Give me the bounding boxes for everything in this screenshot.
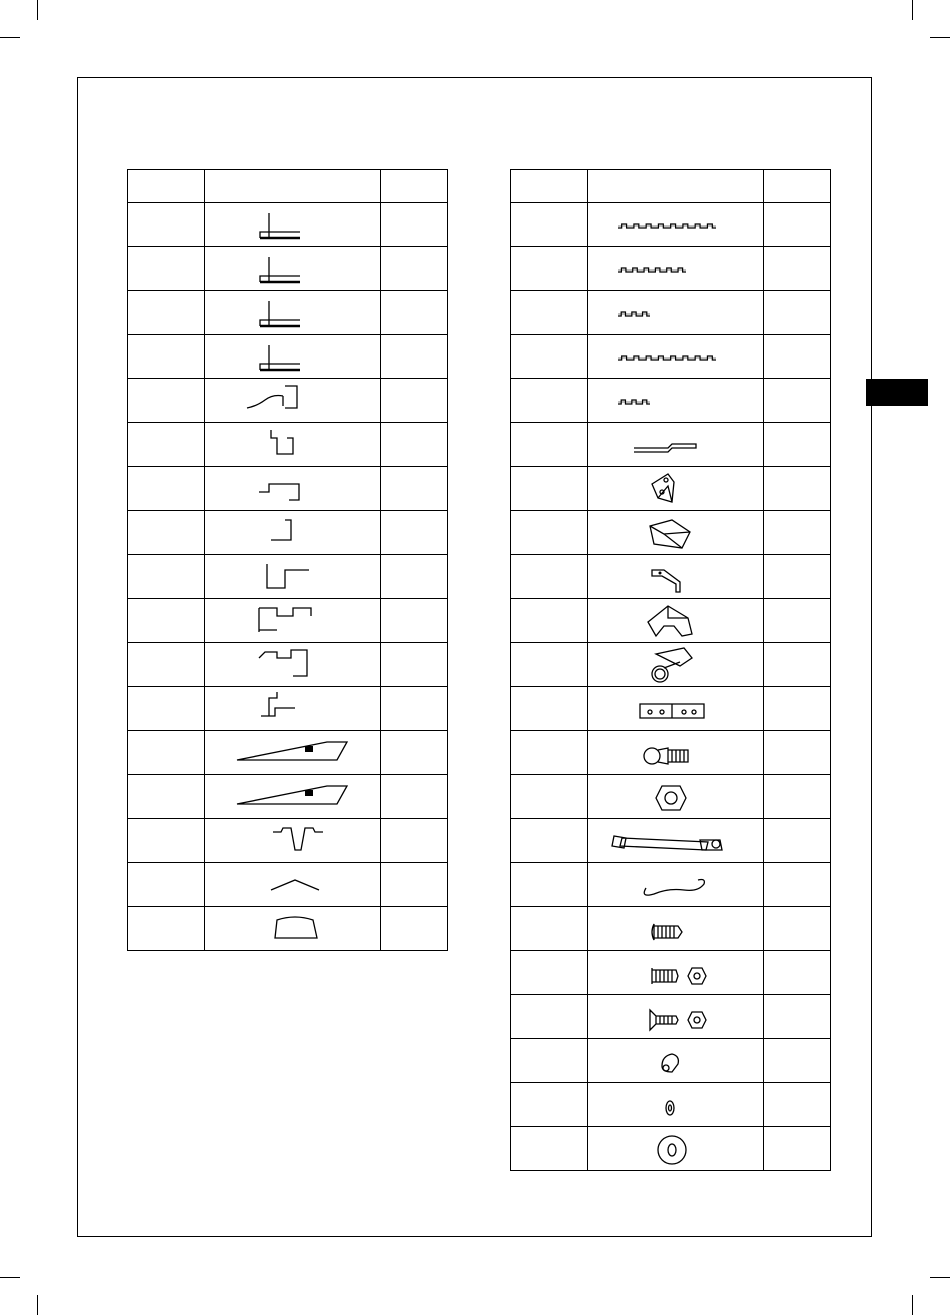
quantity-cell	[381, 467, 448, 511]
crop-mark	[912, 0, 913, 20]
part-number-cell	[128, 511, 205, 555]
part-picture-cell	[588, 423, 764, 467]
quantity-cell	[381, 599, 448, 643]
roof-corner-cap-icon	[588, 600, 764, 642]
table-row	[128, 291, 448, 335]
hook-bracket-icon	[588, 556, 764, 598]
part-number-cell	[511, 247, 588, 291]
part-number-cell	[511, 775, 588, 819]
table-row	[128, 599, 448, 643]
long-corrugated-strip-icon	[588, 336, 764, 378]
quantity-cell	[381, 907, 448, 951]
part-picture-cell	[205, 247, 381, 291]
part-picture-cell	[205, 379, 381, 423]
table-row	[511, 1039, 831, 1083]
crop-mark	[37, 0, 38, 20]
part-picture-cell	[205, 643, 381, 687]
part-number-cell	[511, 995, 588, 1039]
header-picture	[588, 170, 764, 203]
plastic-cap-icon	[588, 1040, 764, 1082]
part-number-cell	[511, 951, 588, 995]
table-row	[511, 1127, 831, 1171]
short-corrugated-strip-icon	[588, 380, 764, 422]
part-number-cell	[511, 687, 588, 731]
table-row	[511, 995, 831, 1039]
section-tab	[866, 379, 928, 406]
table-row	[511, 1083, 831, 1127]
trapezoid-plate-icon	[205, 908, 381, 950]
part-picture-cell	[588, 335, 764, 379]
part-picture-cell	[205, 599, 381, 643]
table-row	[511, 511, 831, 555]
quantity-cell	[381, 379, 448, 423]
part-number-cell	[128, 379, 205, 423]
part-number-cell	[511, 291, 588, 335]
quantity-cell	[381, 203, 448, 247]
table-row	[128, 467, 448, 511]
part-number-cell	[511, 423, 588, 467]
parts-table-left	[127, 169, 448, 951]
part-picture-cell	[205, 335, 381, 379]
header-quantity	[381, 170, 448, 203]
quantity-cell	[764, 863, 831, 907]
part-number-cell	[511, 203, 588, 247]
part-number-cell	[128, 247, 205, 291]
part-number-cell	[511, 1083, 588, 1127]
part-picture-cell	[588, 951, 764, 995]
quantity-cell	[764, 511, 831, 555]
short-corrugated-strip-icon	[588, 292, 764, 334]
table-row	[511, 687, 831, 731]
part-picture-cell	[205, 511, 381, 555]
table-row	[128, 731, 448, 775]
quantity-cell	[381, 511, 448, 555]
quantity-cell	[764, 995, 831, 1039]
table-row	[511, 203, 831, 247]
quantity-cell	[764, 423, 831, 467]
part-picture-cell	[588, 775, 764, 819]
ball-stud-icon	[588, 732, 764, 774]
medium-corrugated-strip-icon	[588, 248, 764, 290]
header-part-no	[128, 170, 205, 203]
table-row	[511, 555, 831, 599]
part-number-cell	[128, 203, 205, 247]
part-picture-cell	[205, 731, 381, 775]
table-row	[128, 863, 448, 907]
quantity-cell	[381, 291, 448, 335]
part-number-cell	[511, 731, 588, 775]
quantity-cell	[764, 467, 831, 511]
large-washer-icon	[588, 1128, 764, 1170]
header-part-no	[511, 170, 588, 203]
hat-profile-icon	[205, 820, 381, 862]
quantity-cell	[764, 819, 831, 863]
table-row	[128, 511, 448, 555]
part-number-cell	[128, 731, 205, 775]
table-row	[511, 907, 831, 951]
offset-channel-profile-icon	[205, 644, 381, 686]
quantity-cell	[764, 247, 831, 291]
quantity-cell	[381, 775, 448, 819]
table-row	[511, 775, 831, 819]
part-picture-cell	[588, 863, 764, 907]
hex-nut-icon	[588, 776, 764, 818]
part-number-cell	[128, 423, 205, 467]
quantity-cell	[381, 863, 448, 907]
roof-ridge-profile-icon	[205, 864, 381, 906]
z-profile-icon	[205, 380, 381, 422]
part-picture-cell	[205, 819, 381, 863]
gas-strut-icon	[588, 820, 764, 862]
part-number-cell	[511, 863, 588, 907]
table-row	[128, 819, 448, 863]
part-picture-cell	[205, 907, 381, 951]
part-picture-cell	[205, 687, 381, 731]
crop-mark	[0, 37, 20, 38]
part-number-cell	[511, 467, 588, 511]
l-bracket-profile-icon	[205, 292, 381, 334]
part-picture-cell	[588, 467, 764, 511]
bolt-and-nut-icon	[588, 952, 764, 994]
hinge-icon	[588, 688, 764, 730]
table-row	[511, 819, 831, 863]
corner-cap-icon	[588, 512, 764, 554]
quantity-cell	[381, 687, 448, 731]
part-picture-cell	[205, 775, 381, 819]
part-picture-cell	[588, 379, 764, 423]
table-row	[511, 335, 831, 379]
crop-mark	[912, 1295, 913, 1315]
part-picture-cell	[588, 555, 764, 599]
table-row	[128, 775, 448, 819]
table-row	[511, 951, 831, 995]
part-picture-cell	[588, 819, 764, 863]
part-picture-cell	[588, 907, 764, 951]
quantity-cell	[764, 555, 831, 599]
small-j-profile-icon	[205, 512, 381, 554]
table-row	[511, 467, 831, 511]
ball-mount-bracket-icon	[588, 644, 764, 686]
table-row	[511, 423, 831, 467]
channel-profile-icon	[205, 556, 381, 598]
part-number-cell	[511, 555, 588, 599]
table-row	[128, 203, 448, 247]
part-picture-cell	[588, 1127, 764, 1171]
part-picture-cell	[588, 687, 764, 731]
part-number-cell	[128, 907, 205, 951]
table-header-row	[511, 170, 831, 203]
part-picture-cell	[588, 1039, 764, 1083]
quantity-cell	[381, 643, 448, 687]
header-quantity	[764, 170, 831, 203]
quantity-cell	[764, 335, 831, 379]
table-row	[128, 335, 448, 379]
quantity-cell	[764, 1039, 831, 1083]
table-row	[511, 379, 831, 423]
triangular-gusset-icon	[205, 776, 381, 818]
part-picture-cell	[205, 863, 381, 907]
table-row	[511, 291, 831, 335]
part-picture-cell	[205, 555, 381, 599]
part-picture-cell	[588, 1083, 764, 1127]
part-number-cell	[128, 599, 205, 643]
table-row	[128, 247, 448, 291]
small-z-profile-icon	[205, 424, 381, 466]
quantity-cell	[764, 731, 831, 775]
table-row	[511, 863, 831, 907]
part-picture-cell	[205, 291, 381, 335]
quantity-cell	[381, 819, 448, 863]
pan-head-screw-icon	[588, 908, 764, 950]
l-bracket-profile-icon	[205, 336, 381, 378]
part-picture-cell	[205, 467, 381, 511]
quantity-cell	[381, 555, 448, 599]
s-profile-icon	[205, 688, 381, 730]
part-picture-cell	[588, 511, 764, 555]
small-washer-icon	[588, 1084, 764, 1126]
triangular-gusset-icon	[205, 732, 381, 774]
flat-bar-icon	[588, 424, 764, 466]
quantity-cell	[764, 203, 831, 247]
part-number-cell	[128, 775, 205, 819]
quantity-cell	[764, 1083, 831, 1127]
table-row	[128, 555, 448, 599]
countersunk-bolt-and-nut-icon	[588, 996, 764, 1038]
table-row	[511, 247, 831, 291]
part-number-cell	[128, 643, 205, 687]
part-number-cell	[511, 907, 588, 951]
part-picture-cell	[588, 995, 764, 1039]
quantity-cell	[381, 731, 448, 775]
table-row	[128, 687, 448, 731]
quantity-cell	[764, 775, 831, 819]
part-number-cell	[511, 819, 588, 863]
crop-mark	[0, 1277, 20, 1278]
quantity-cell	[764, 687, 831, 731]
quantity-cell	[381, 423, 448, 467]
part-picture-cell	[205, 423, 381, 467]
part-number-cell	[128, 687, 205, 731]
part-number-cell	[511, 599, 588, 643]
part-picture-cell	[588, 247, 764, 291]
part-number-cell	[128, 863, 205, 907]
table-row	[128, 423, 448, 467]
part-picture-cell	[588, 643, 764, 687]
long-corrugated-strip-icon	[588, 204, 764, 246]
part-number-cell	[128, 555, 205, 599]
part-number-cell	[128, 819, 205, 863]
step-profile-icon	[205, 468, 381, 510]
table-row	[128, 379, 448, 423]
part-picture-cell	[588, 203, 764, 247]
part-picture-cell	[588, 731, 764, 775]
part-picture-cell	[588, 291, 764, 335]
part-number-cell	[511, 379, 588, 423]
quantity-cell	[381, 335, 448, 379]
l-bracket-profile-icon	[205, 204, 381, 246]
table-row	[511, 599, 831, 643]
part-number-cell	[511, 1039, 588, 1083]
quantity-cell	[764, 291, 831, 335]
wide-channel-profile-icon	[205, 600, 381, 642]
corner-bracket-icon	[588, 468, 764, 510]
part-picture-cell	[205, 203, 381, 247]
quantity-cell	[764, 1127, 831, 1171]
crop-mark	[930, 1277, 950, 1278]
l-bracket-profile-icon	[205, 248, 381, 290]
part-number-cell	[511, 643, 588, 687]
table-row	[128, 907, 448, 951]
part-number-cell	[128, 335, 205, 379]
quantity-cell	[381, 247, 448, 291]
quantity-cell	[764, 379, 831, 423]
table-row	[128, 643, 448, 687]
crop-mark	[930, 37, 950, 38]
parts-table-right	[510, 169, 831, 1171]
header-picture	[205, 170, 381, 203]
quantity-cell	[764, 643, 831, 687]
table-row	[511, 643, 831, 687]
wire-hook-icon	[588, 864, 764, 906]
part-number-cell	[511, 511, 588, 555]
part-picture-cell	[588, 599, 764, 643]
table-header-row	[128, 170, 448, 203]
part-number-cell	[511, 1127, 588, 1171]
crop-mark	[37, 1295, 38, 1315]
part-number-cell	[128, 291, 205, 335]
quantity-cell	[764, 951, 831, 995]
part-number-cell	[511, 335, 588, 379]
quantity-cell	[764, 907, 831, 951]
table-row	[511, 731, 831, 775]
quantity-cell	[764, 599, 831, 643]
part-number-cell	[128, 467, 205, 511]
